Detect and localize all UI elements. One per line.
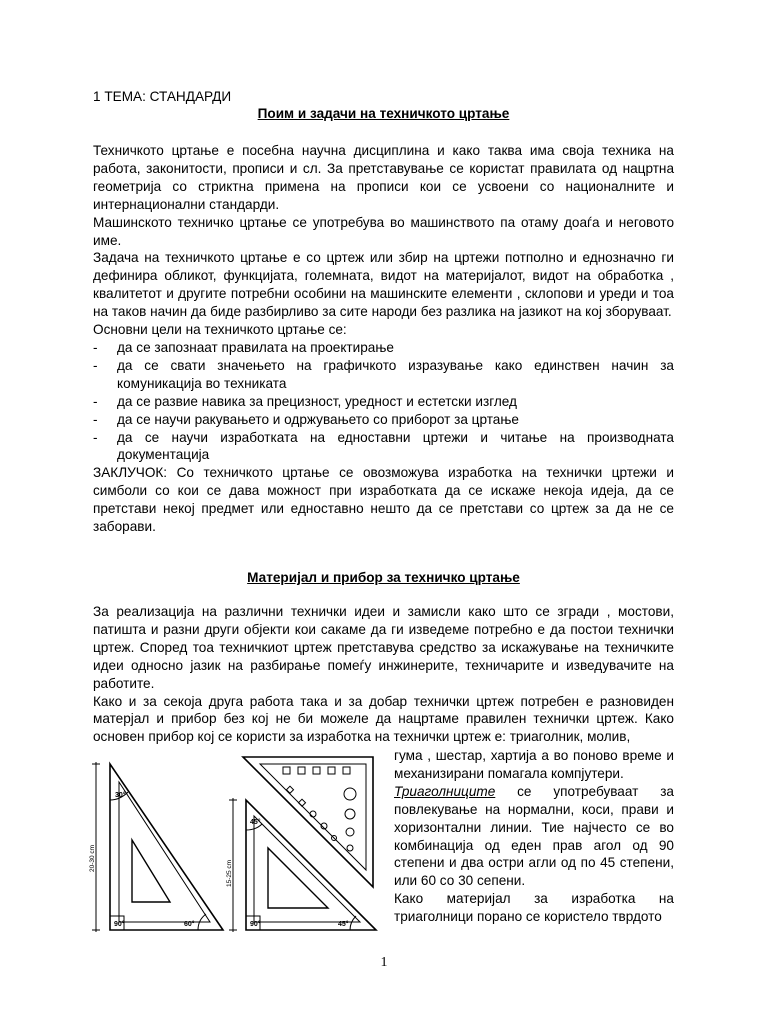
paragraph: Како материјал за изработка на триаголници порано се користело тврдото: [394, 891, 674, 925]
angle-label-45: 45°: [338, 921, 349, 928]
angle-label-90: 90°: [114, 921, 125, 928]
topic-heading: 1 ТЕМА: СТАНДАРДИ: [93, 89, 232, 104]
list-item: - да се развие навика за прецизност, уредност и естетски изглед: [93, 393, 517, 409]
triangle-30-60: [92, 762, 223, 932]
page-number: 1: [380, 955, 388, 970]
paragraph: Триаголниците се употребуваат за повлекување на нормални, коси, прави и хоризонтални линии. Тие најчесто се во комбинација од еден прав агол од 90 степени и два остри агли од по 45 степени, или 60 со 30 сепени.: [394, 783, 674, 889]
paragraph: гума , шестар, хартија а во поново време и механизирани помагала компјутери.: [394, 748, 674, 781]
section-title-2: Материјал и прибор за техничко цртање: [247, 570, 520, 585]
side-text: [394, 747, 674, 926]
list-item: - да се научи ракувањето и одржувањето со приборот за цртање: [93, 411, 519, 427]
angle-label-30: 30°: [115, 792, 126, 799]
angle-label-90: 90°: [250, 921, 261, 928]
angle-label-45: 45°: [250, 819, 261, 826]
paragraph: Машинското техничко цртање се употребува во машинството па отаму доаѓа и неговото име.: [93, 214, 674, 248]
paragraph: Техничкото цртање е посебна научна дисциплина и како таква има своја техника на работа, законитости, прописи и сл. За претставување се користат правилата од нацртна геометрија со стриктна примена на прописи кои се усвоени со националните и интернационални стандарди.: [93, 143, 674, 212]
section-1-body: [93, 142, 674, 536]
paragraph: Како и за секоја друга работа така и за добар технички цртеж потребен е разновиден матерјал и прибор без кој не би можеле да нацртаме правилен технички цртеж. Како основен прибор кој се користи за изработка на технички цртеж е: триаголник, молив,: [93, 693, 674, 745]
dimension-label: 20-30 cm: [89, 844, 96, 872]
section-2-body: [93, 603, 674, 746]
triangle-45-45: [229, 757, 376, 932]
paragraph: Основни цели на техничкото цртање се:: [93, 322, 347, 338]
conclusion: ЗАКЛУЧОК: Со техничкото цртање се овозможува изработка на технички цртежи и симболи со кои се дава можност при изработката да се искаже некоја идеја, да се претстави некој предмет или едноставно нешто да се претстави со цртеж за да не се заборави.: [93, 465, 674, 535]
goals-list: [93, 339, 674, 464]
angle-label-60: 60°: [184, 921, 195, 928]
list-item: - да се запознаат правилата на проектирање: [93, 339, 394, 355]
list-item: - да се научи изработката на едноставни цртежи и читање на производната документација: [93, 429, 674, 463]
paragraph: За реализација на различни технички идеи и замисли како што се згради , мостови, патишта и разни други објекти кои сакаме да ги изведеме потребно е да постои технички цртеж. Според тоа техничкиот цртеж претставува средство за искажување на техничките идеи односно јазик на разбирање помеѓу инжинерите, техничарите и изведувачите на работите.: [93, 604, 674, 691]
section-title-1: Поим и задачи на техничкото цртање: [257, 106, 510, 121]
dimension-label: 15-25 cm: [226, 859, 233, 887]
paragraph: Задача на техничкото цртање е со цртеж или збир на цртежи потполно и еднозначно ги дефинира обликот, функцијата, големната, видот на материјалот, видот на обработка , квалитетот и другите потребни особини на машинските елементи , склопови и уреди и тоа на таков начин да биде разбирливо за сите народи без разлика на јазикот на кој зборуваат.: [93, 250, 674, 320]
triangles-term: Триаголниците: [394, 783, 496, 799]
set-squares-illustration: [88, 752, 388, 937]
list-item: - да се свати значењето на графичкото изразување како единствен начин за комуникација во техниката: [93, 357, 674, 391]
